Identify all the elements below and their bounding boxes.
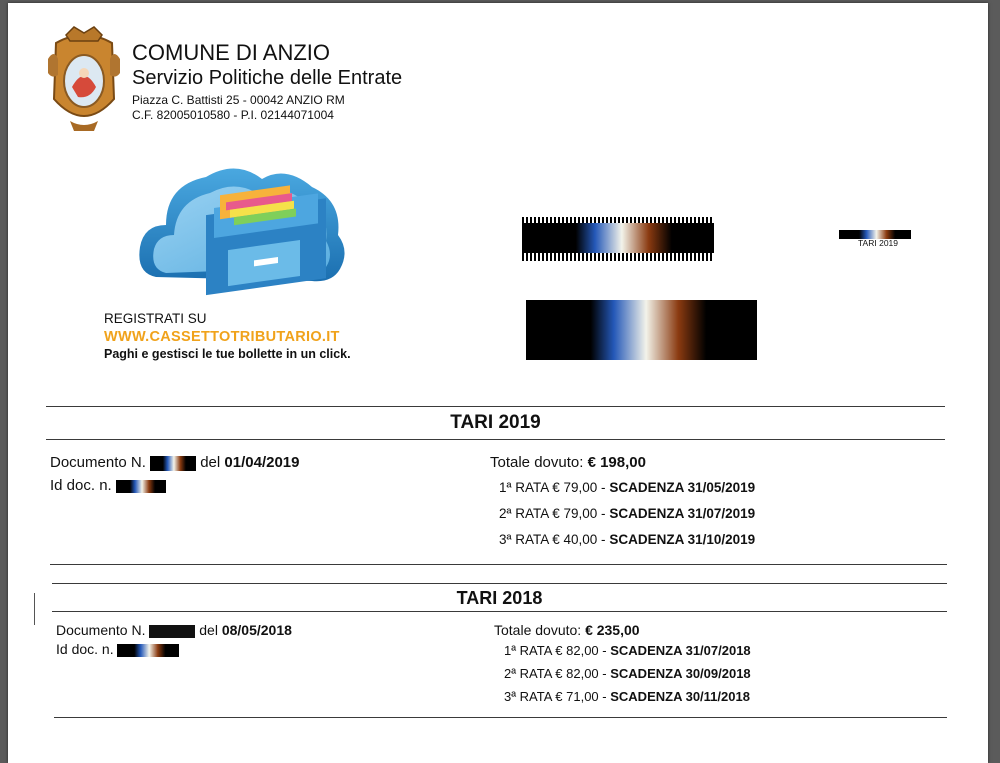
barcode-label: TARI 2019 [858,238,899,248]
installment-due-date: SCADENZA 31/07/2019 [609,506,756,521]
doc-number-label: Documento N. [50,454,146,471]
text-cursor [34,593,35,625]
section-title-2018: TARI 2018 [456,588,543,608]
total-due-label: Totale dovuto: [494,622,582,638]
redacted-id-doc [117,644,179,657]
installment-label: 1ª RATA € 82,00 - [504,643,607,658]
installment-due-date: SCADENZA 31/10/2019 [609,532,756,547]
promo-register-label: REGISTRATI SU [104,311,207,326]
divider [54,717,947,718]
id-doc-line [56,641,179,657]
doc-del-label: del [199,622,218,638]
installment-row [499,532,755,547]
total-due-line [490,454,646,471]
installment-due-date: SCADENZA 30/11/2018 [610,689,750,704]
divider [52,583,947,584]
divider [46,439,945,440]
section-title-2019: TARI 2019 [450,412,541,433]
promo-tagline: Paghi e gestisci le tue bollette in un click. [104,347,351,361]
promo-url-link[interactable]: WWW.CASSETTOTRIBUTARIO.IT [104,329,340,345]
divider [46,406,945,407]
total-due-value: € 198,00 [587,454,646,471]
redacted-qr-block [526,300,757,360]
org-department: Servizio Politiche delle Entrate [132,67,403,89]
installment-label: 3ª RATA € 71,00 - [504,689,607,704]
installment-row [499,480,755,495]
installment-label: 2ª RATA € 79,00 - [499,506,606,521]
id-doc-label: Id doc. n. [50,477,112,494]
divider [50,564,947,565]
installment-label: 2ª RATA € 82,00 - [504,666,607,681]
org-tax-ids: C.F. 82005010580 - P.I. 02144071004 [132,108,334,122]
doc-date: 08/05/2018 [221,622,292,638]
doc-date: 01/04/2019 [224,454,300,471]
document-number-line [56,622,292,638]
org-address: Piazza C. Battisti 25 - 00042 ANZIO RM [132,93,345,107]
installment-label: 3ª RATA € 40,00 - [499,532,606,547]
installment-row [504,689,750,704]
divider [52,611,947,612]
document-page [8,3,988,763]
doc-number-label: Documento N. [56,622,146,638]
document-number-line [50,454,300,471]
total-due-value: € 235,00 [585,622,640,638]
org-address-block [132,93,345,123]
redacted-doc-number [150,456,196,471]
redacted-barcode [522,223,714,253]
org-name: COMUNE DI ANZIO [132,40,331,65]
installment-due-date: SCADENZA 31/07/2018 [610,643,751,658]
redacted-doc-number [149,625,195,638]
cloud-cabinet-icon [136,155,350,315]
installment-due-date: SCADENZA 30/09/2018 [610,666,751,681]
barcode-ticks-bottom [522,253,714,261]
id-doc-label: Id doc. n. [56,641,114,657]
installment-due-date: SCADENZA 31/05/2019 [609,480,756,495]
installment-row [504,643,751,658]
id-doc-line [50,477,166,494]
installment-label: 1ª RATA € 79,00 - [499,480,606,495]
total-due-line [494,622,640,638]
redacted-id-doc [116,480,166,493]
total-due-label: Totale dovuto: [490,454,584,471]
coat-of-arms-icon [42,25,126,135]
doc-del-label: del [200,454,221,471]
installment-row [504,666,751,681]
installment-row [499,506,755,521]
